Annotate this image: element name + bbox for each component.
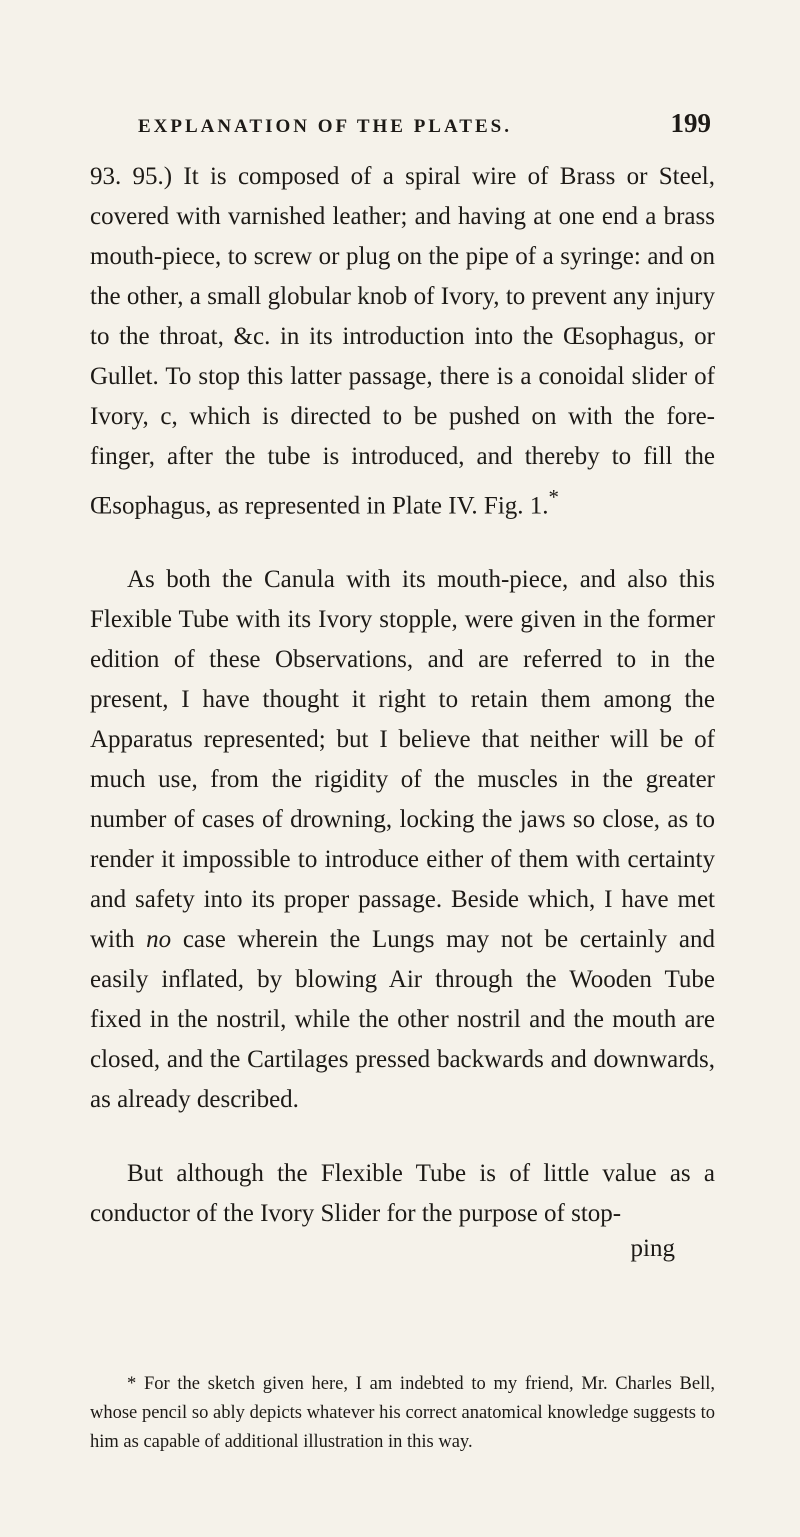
page-number: 199 — [670, 108, 711, 138]
footnote — [90, 1370, 715, 1457]
footnote-mark: * — [127, 1374, 137, 1394]
paragraph-1-text: 93. 95.) It is composed of a spiral wire of Brass or Steel, covered with varnished leather; and having at one end a brass mouth-piece, to screw or plug on the pipe of a syringe: and on the other, a small globular knob of Ivory, to prevent any injury to the throat, &c. in its introduction into the Œsophagus, or Gullet. To stop this latter passage, there is a conoidal slider of Ivory, c, which is directed to be pushed on with the fore-finger, after the tube is introduced, and thereby to fill the Œsophagus, as represented in Plate IV. Fig. 1. — [90, 163, 715, 520]
catchword: ping — [630, 1235, 675, 1263]
paragraph-2-text-a: As both the Canula with its mouth-piece, and also this Flexible Tube with its Ivory stopple, were given in the former edition of these Observations, and are referred to in the present, I have thought it right to retain them among the Apparatus represented; but I believe that neither will be of much use, from the rigidity of the muscles in the greater number of cases of drowning, locking the jaws so close, as to render it impossible to introduce either of them with certainty and safety into its proper passage. Beside which, I have met with — [90, 566, 715, 954]
paragraph-3 — [90, 1154, 715, 1234]
paragraph-2 — [90, 560, 715, 1120]
paragraph-2-emphasis: no — [146, 926, 172, 954]
running-head — [90, 108, 715, 148]
paragraph-3-text: But although the Flexible Tube is of little value as a conductor of the Ivory Slider for the purpose of stop- — [90, 1160, 715, 1228]
running-title: EXPLANATION OF THE PLATES. — [138, 116, 512, 137]
footnote-reference: * — [548, 485, 559, 509]
paragraph-2-text-b: case wherein the Lungs may not be certainly and easily inflated, by blowing Air through the Wooden Tube fixed in the nostril, while the other nostril and the mouth are closed, and the Cartilages pressed backwards and downwards, as already described. — [90, 926, 715, 1114]
footnote-text — [90, 1370, 715, 1457]
body-text — [90, 157, 715, 1264]
footnote-body: For the sketch given here, I am indebted to my friend, Mr. Charles Bell, whose pencil so ably depicts whatever his correct anatomical knowledge suggests to him as capable of additional illustration in this way. — [90, 1374, 715, 1452]
paragraph-1 — [90, 157, 715, 526]
